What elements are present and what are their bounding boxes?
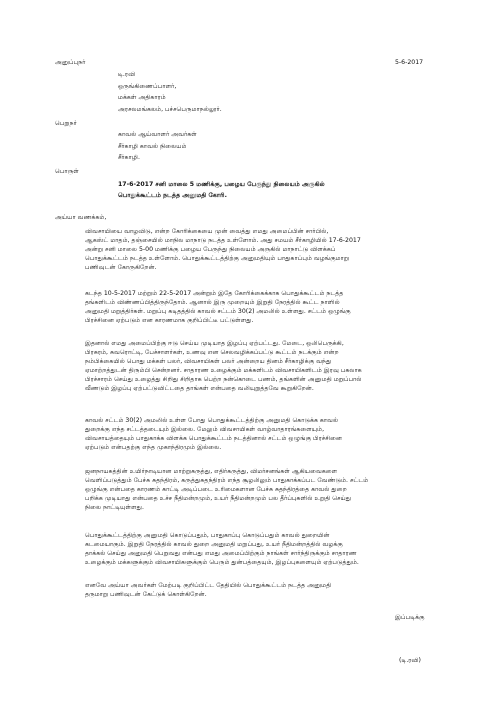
paragraph-line: ஜனநாயகத்தின் உயிர்நாடியான மாற்றுகருத்து, எதிர்கருத்து, விமர்சனங்கள் ஆகியவைகளை	[85, 468, 338, 475]
paragraph-line: பறிக்க முடியாது என்பதை உச்ச நீதிமன்றமும், உயர் நீதிமன்றமும் பல தீர்ப்புகளில் உறுதி செய்து	[85, 494, 352, 502]
recipient-address	[118, 131, 197, 166]
letter-date: 5-6-2017	[395, 59, 424, 66]
paragraph-line: பணிவுடன் கோருகிறேன்.	[85, 263, 157, 271]
paragraph-line: வீணடும் இழப்பு ஏற்பட்டுவிட்டதை தாங்கள் என்பதை வலியுறுத்தவே கூறுகிறேன்.	[85, 384, 314, 392]
paragraph-6	[85, 532, 423, 568]
paragraph-line: துறைக்கு எந்த சட்டத்தடையும் இல்லை. மேலும் விவசாயிகள் வாழ்வாதாரங்களையும்,	[85, 425, 325, 433]
paragraph-line: பிரச்சினை ஏற்படும் என காரணமாக குறிப்பிட்டீ பட்டுள்ளது.	[85, 316, 254, 324]
paragraph-line: நம்பிக்கையில் பொது மக்கள் பலர், விவசாயிகள் பலர் அன்றைய தினம் சீர்காழிக்கு வந்து	[85, 357, 332, 365]
recipient-label: பெறுநர்	[55, 120, 77, 127]
paragraph-2	[85, 290, 423, 326]
salutation: அய்யா வணக்கம்,	[55, 214, 107, 221]
subject-line: 17-6-2017 சனி மாலை 5 மணிக்கு, பழைய பேருந்து நிலையம் அருகில்	[118, 181, 325, 188]
sender-line: மக்கள் அதிகாரம்	[118, 94, 166, 101]
paragraph-line: தாக்கல் செய்து அனுமதி பெறுவது என்பது எமது அமைப்பிற்கும் நாங்கள் சார்ந்திருக்கும் சாதாரண	[85, 549, 357, 557]
paragraph-line: விவசாயியை வாழவிடு, என்ற கோரிக்கையை முன் வைத்து எமது அமைப்பின் சார்பில்,	[85, 228, 329, 235]
sender-line: டி.ரவி	[118, 71, 136, 78]
paragraph-line: பொதுக்கூட்டத்திற்கு அனுமதி கொடுப்பதும், பாதுகாப்பு கொடுப்பதும் காவல் துறையின்	[85, 532, 330, 539]
sender-address	[118, 71, 222, 117]
paragraph-line: ஏற்படும் என்பதற்கு எந்த முகாந்திரமும் இல்லை.	[85, 443, 222, 451]
subject-line: பொதுக்கூட்டம் நடத்த அனுமதி கோரி.	[118, 191, 227, 199]
subject	[118, 181, 423, 201]
paragraph-line: ஏமாற்றத்துடன் திரும்பி சென்றனர். சாதாரண உழைக்கும் மக்களிடம் விவசாயிகளிடம் இரவு பகலாக	[85, 366, 362, 374]
recipient-line: சீர்காழி.	[118, 154, 140, 161]
paragraph-line: உழைக்கும் மக்களுக்கும் விவசாயிகளுக்கும் பெரும் துன்பத்தையும், இழப்புகளையும் ஏற்படுத்தும்.	[85, 558, 359, 566]
closing: இப்படிக்கு	[395, 614, 425, 621]
paragraph-line: அனுமதி மறுத்திர்கள். மறுப்பு கடிதத்தில் காவல் சட்டம் 30(2) அமலில் உள்ளது. சட்டம் ஒழுங்கு	[85, 307, 351, 315]
sender-label: அனுப்புநர்	[55, 59, 86, 66]
paragraph-line: பிரச்சாரம் செய்து உழைத்து சிறிது சிறிதாக பெற்ற நன்கொடை பணம், தங்களின் அனுமதி மறுப்பால்	[85, 375, 362, 383]
paragraph-line: இதனால் எமது அமைப்பிற்கு ஈடு செய்ய முடியாத இழப்பு ஏற்பட்டது. மேடை, ஒலிபெருக்கி,	[85, 340, 344, 347]
paragraph-line: தங்களிடம் விண்ணப்பித்திருந்தோம். ஆனால் இரு முறையும் இறுதி நேரத்தில் கூட்ட நாளில்	[85, 298, 340, 306]
paragraph-4	[85, 417, 423, 453]
paragraph-1	[85, 228, 423, 273]
paragraph-line: எனவே அய்யா அவர்கள் மேற்படி குறிப்பிட்ட தேதியில் பொதுக்கூட்டம் நடத்த அனுமதி	[85, 582, 332, 589]
paragraph-line: நிலை நாட்டியுள்ளது.	[85, 503, 144, 511]
paragraph-line: வெளிப்படுத்தும் பேச்சு சுதந்திரம், கருத்துசுதந்திரம் எந்த சூழலிலும் பாதுகாக்கப்பட வேண்டும். சட்டம்	[85, 476, 369, 484]
paragraph-3	[85, 340, 423, 394]
paragraph-line: காவல் சட்டம் 30(2) அமலில் உள்ள போது பொதுக்கூட்டத்திற்கு அனுமதி கொடுக்க காவல்	[85, 417, 339, 424]
paragraph-5	[85, 468, 423, 513]
sender-line: அரசலமங்கலம், பச்சபெருமாநல்லூர்.	[118, 105, 222, 113]
paragraph-line: தருமாறு பணிவுடன் கேட்டுக் கொள்கிறேன்.	[85, 590, 207, 598]
paragraph-line: விவசாயத்தையும் பாதுகாக்க விளக்க பொதுக்கூட்டம் நடத்தினால் சட்டம் ஒழுங்கு பிரச்சினை	[85, 434, 343, 442]
paragraph-line: கடமையாகும். இறுதி நேரத்தில் காவல் துறை அனுமதி மறுப்பது, உயர் நீதிமன்றத்தில் வழக்கு	[85, 540, 343, 548]
paragraph-line: பிரசுரம், சுவரொட்டி, பேச்சாளர்கள், உணவு என செலவழிக்கப்பட்டு கூட்டம் நடக்கும் என்ற	[85, 348, 339, 356]
paragraph-line: கடந்த 10-5-2017 மற்றும் 22-5-2017 அன்றும் இதே கோரிக்கைக்காக பொதுக்கூட்டம் நடத்த	[85, 290, 344, 297]
signature: (டி.ரவி)	[399, 657, 421, 664]
paragraph-line: பொதுக்கூட்டம் நடத்த உள்ளோம். பொதுக்கூட்டத்திற்கு அனுமதியும் பாதுகாப்பும் வழங்குமாறு	[85, 254, 350, 262]
subject-label: பொருள்	[55, 168, 79, 175]
paragraph-line: அன்று சனி மாலை 5-00 மணிக்கு பழைய பேருந்து நிலையம் அருகில் மாநாட்டு விளக்கப்	[85, 245, 336, 253]
paragraph-7	[85, 582, 423, 600]
paragraph-line: ஆகஸ்ட் மாதம், தஞ்சையில் மாநில மாநாடு நடத்த உள்ளோம். அது சமயம் சீர்காழியில் 17-6-2017	[85, 236, 361, 244]
recipient-line: சீர்காழி காவல் நிலையம்	[118, 142, 187, 150]
sender-line: ஒருங்கிணைப்பாளர்,	[118, 82, 177, 90]
paragraph-line: ஒழுங்கு என்பதை காரணம் காட்டி அடிப்படை உரிமைகளான பேச்சு சுதந்திரத்தை காவல் துறை	[85, 485, 347, 493]
recipient-line: காவல் ஆய்வாளர் அவர்கள்	[118, 131, 197, 138]
